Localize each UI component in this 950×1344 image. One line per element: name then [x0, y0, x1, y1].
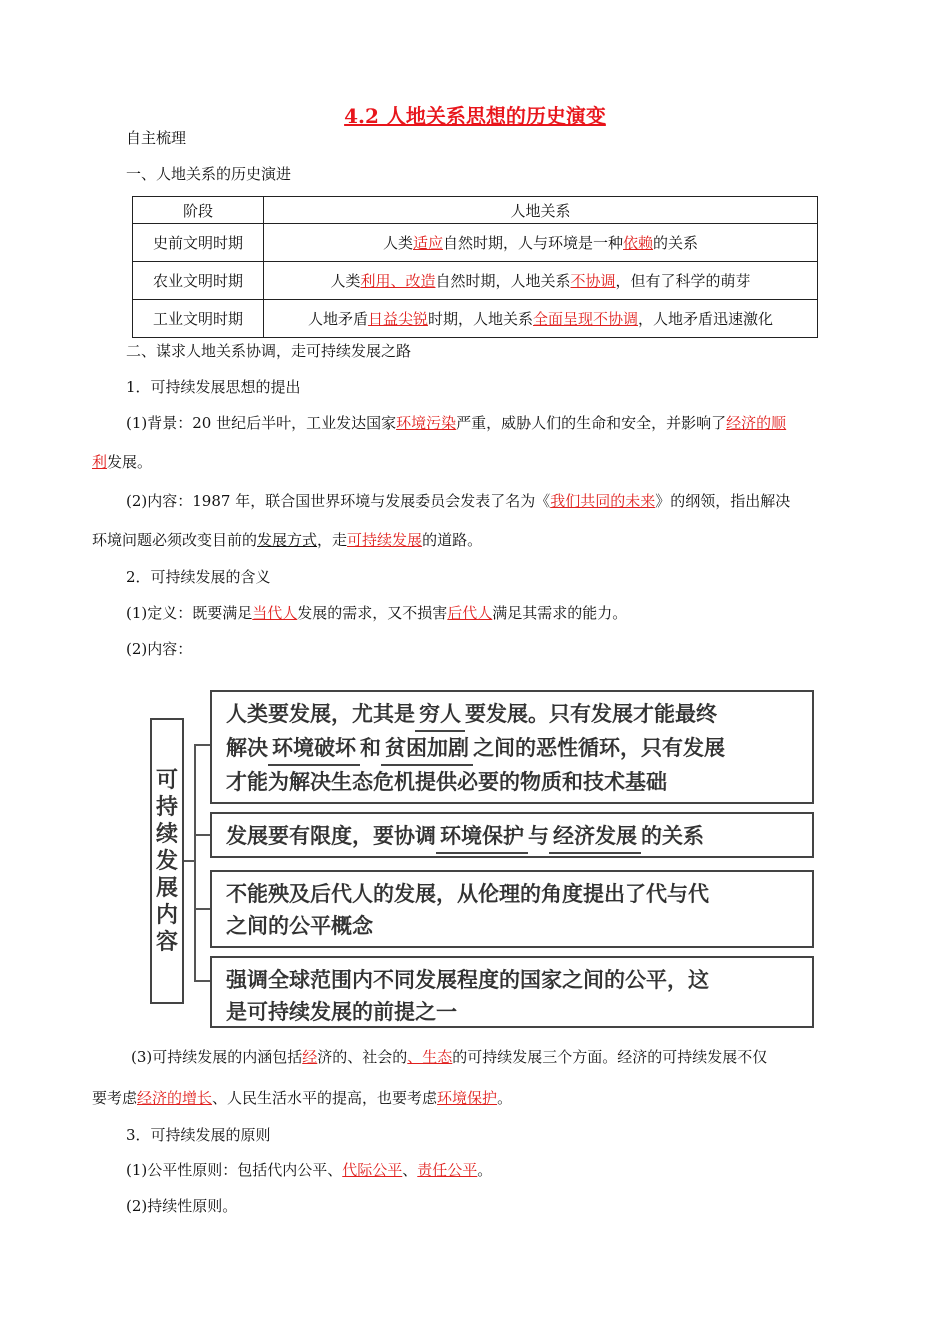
blank-answer: 环境保护 — [436, 820, 528, 854]
answer-text: 依赖 — [623, 234, 654, 252]
text: 的关系 — [653, 234, 699, 252]
table-header-row — [133, 197, 818, 224]
table-row — [133, 300, 818, 338]
label-char: 容 — [155, 929, 178, 955]
text: ，走 — [317, 531, 348, 549]
text: ，但有了科学的萌芽 — [615, 272, 751, 290]
text: ，人地矛盾迅速激化 — [638, 310, 774, 328]
text: 人类 — [382, 234, 413, 252]
answer-text: 经 — [302, 1048, 318, 1066]
table-header: 阶段 — [133, 197, 264, 224]
text: 、 — [402, 1161, 418, 1179]
table-row — [133, 224, 818, 262]
answer-text: 不协调 — [570, 272, 616, 290]
label-char: 内 — [155, 902, 178, 928]
diagram-box-4 — [210, 956, 814, 1028]
text: 的道路。 — [422, 531, 483, 549]
answer-text: 环境保护 — [437, 1089, 498, 1107]
definition-line — [126, 603, 627, 623]
text: 强调全球范围内不同发展程度的国家之间的公平，这 — [226, 968, 709, 992]
label-char: 发 — [155, 848, 178, 874]
text: (3)可持续发展的内涵包括 — [131, 1048, 303, 1066]
text: 》的纲领，指出解决 — [655, 492, 791, 510]
s3-heading: 3．可持续发展的原则 — [126, 1126, 271, 1144]
answer-text: 利 — [92, 453, 108, 471]
label-char: 持 — [155, 794, 178, 820]
part1-heading: 一、人地关系的历史演进 — [126, 165, 292, 183]
answer-text: 利用、改造 — [360, 272, 436, 290]
text: 与 — [528, 824, 549, 848]
label-char: 展 — [155, 875, 178, 901]
table-row — [133, 262, 818, 300]
part2-heading: 二、谋求人地关系协调，走可持续发展之路 — [126, 342, 412, 360]
diagram-box-1 — [210, 690, 814, 804]
connector-line — [194, 980, 210, 982]
text: 人类要发展，尤其是 — [226, 702, 415, 726]
answer-text: 全面呈现不协调 — [533, 310, 639, 328]
label-char: 续 — [155, 821, 178, 847]
stage-cell: 农业文明时期 — [133, 262, 264, 300]
connector-line — [194, 744, 196, 982]
blank-answer: 经济发展 — [549, 820, 641, 854]
text: 。 — [477, 1161, 493, 1179]
content-diagram — [148, 688, 820, 1033]
fairness-line — [126, 1160, 492, 1180]
text: 之间的公平概念 — [226, 914, 373, 938]
text: 要发展。只有发展才能最终 — [465, 702, 717, 726]
diagram-vertical-label — [150, 718, 184, 1004]
answer-text: 我们共同的未来 — [550, 492, 656, 510]
text: 是可持续发展的前提之一 — [226, 1000, 457, 1024]
relation-cell — [264, 224, 818, 262]
text: 严重，威胁人们的生命和安全，并影响了 — [456, 414, 727, 432]
continuity-line: (2)持续性原则。 — [126, 1197, 238, 1215]
text: 解决 — [226, 736, 268, 760]
answer-text: 日益尖锐 — [367, 310, 428, 328]
relation-cell — [264, 300, 818, 338]
background-line — [126, 413, 786, 433]
text: 的关系 — [641, 824, 704, 848]
text: 发展要有限度，要协调 — [226, 824, 436, 848]
answer-text: 环境污染 — [396, 414, 457, 432]
content-line — [92, 530, 482, 550]
text: 和 — [360, 736, 381, 760]
table-header: 人地关系 — [264, 197, 818, 224]
answer-text: 发展方式 — [257, 531, 318, 549]
blank-answer: 穷人 — [415, 698, 465, 732]
text: 要考虑 — [92, 1089, 138, 1107]
text: 环境问题必须改变目前的 — [92, 531, 258, 549]
answer-text: 经济的增长 — [137, 1089, 213, 1107]
answer-text: 代际公平 — [342, 1161, 403, 1179]
text: 人类 — [330, 272, 361, 290]
answer-text: 责任公平 — [417, 1161, 478, 1179]
text: 满足其需求的能力。 — [492, 604, 628, 622]
stage-table — [132, 196, 818, 338]
text: 发展。 — [107, 453, 153, 471]
page-title: 4.2 人地关系思想的历史演变 — [344, 104, 606, 128]
text: 的可持续发展三个方面。经济的可持续发展不仅 — [452, 1048, 768, 1066]
connotation-line — [92, 1088, 512, 1108]
label-char: 可 — [155, 767, 178, 793]
stage-cell: 史前文明时期 — [133, 224, 264, 262]
content-line — [126, 491, 790, 511]
connotation-line — [131, 1047, 767, 1067]
text: 。 — [497, 1089, 513, 1107]
relation-cell — [264, 262, 818, 300]
content-label: (2)内容： — [126, 640, 193, 658]
connector-line — [194, 834, 210, 836]
text: 济的、社会的 — [317, 1048, 408, 1066]
answer-text: 可持续发展 — [347, 531, 423, 549]
text: 、人民生活水平的提高，也要考虑 — [212, 1089, 438, 1107]
connector-line — [194, 744, 210, 746]
section-label: 自主梳理 — [126, 129, 187, 147]
text: 之间的恶性循环，只有发展 — [473, 736, 725, 760]
text: (1)公平性原则：包括代内公平、 — [126, 1161, 343, 1179]
background-line — [92, 452, 152, 472]
text: 自然时期，人地关系 — [435, 272, 571, 290]
text: 才能为解决生态危机提供必要的物质和技术基础 — [226, 770, 667, 794]
text: (1)定义：既要满足 — [126, 604, 253, 622]
text: 不能殃及后代人的发展，从伦理的角度提出了代与代 — [226, 882, 709, 906]
text: (2)内容：1987 年，联合国世界环境与发展委员会发表了名为《 — [126, 492, 551, 510]
answer-text: 、生态 — [407, 1048, 453, 1066]
text: 时期，人地关系 — [427, 310, 533, 328]
blank-answer: 贫困加剧 — [381, 732, 473, 766]
diagram-box-3 — [210, 870, 814, 948]
answer-text: 适应 — [412, 234, 443, 252]
stage-cell: 工业文明时期 — [133, 300, 264, 338]
s2-heading: 2．可持续发展的含义 — [126, 568, 271, 586]
diagram-box-2 — [210, 812, 814, 858]
text: 自然时期，人与环境是一种 — [442, 234, 623, 252]
text: 人地矛盾 — [307, 310, 368, 328]
blank-answer: 环境破坏 — [268, 732, 360, 766]
answer-text: 后代人 — [447, 604, 493, 622]
text: 发展的需求，又不损害 — [297, 604, 448, 622]
connector-line — [194, 908, 210, 910]
answer-text: 经济的顺 — [726, 414, 787, 432]
answer-text: 当代人 — [252, 604, 298, 622]
text: (1)背景：20 世纪后半叶，工业发达国家 — [126, 414, 397, 432]
s1-heading: 1．可持续发展思想的提出 — [126, 378, 301, 396]
